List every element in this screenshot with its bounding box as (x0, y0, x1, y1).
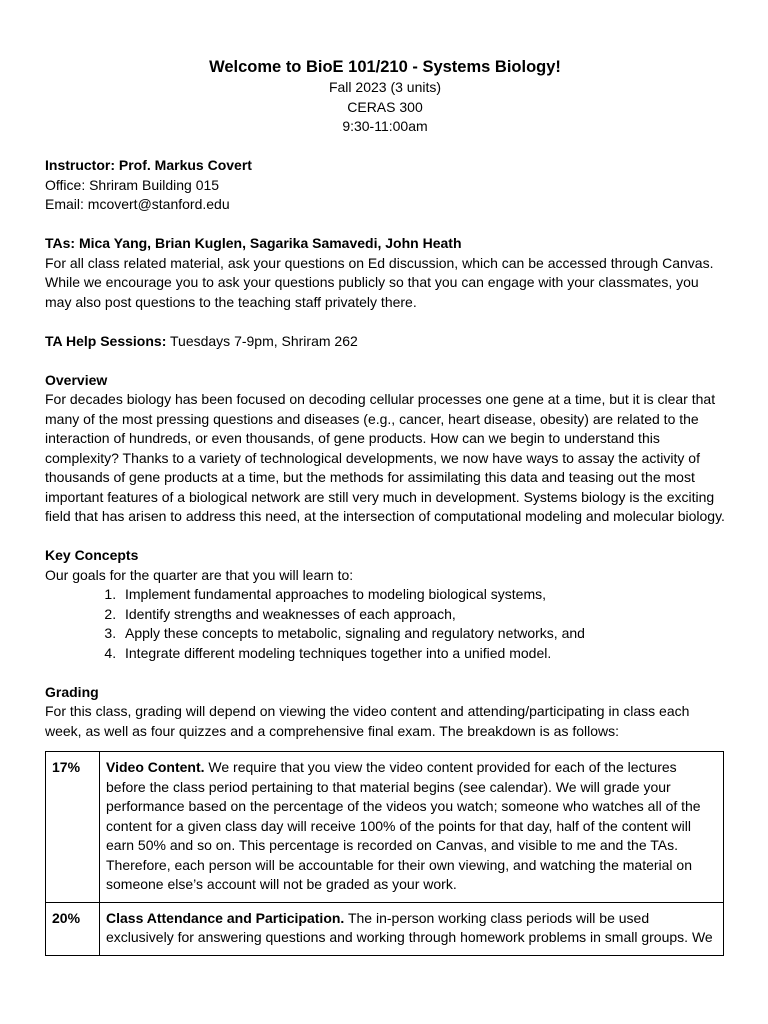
instructor-block (45, 156, 725, 215)
overview-section (45, 371, 725, 527)
help-sessions-label: TA Help Sessions: (45, 332, 167, 349)
syllabus-page (45, 56, 725, 956)
tas-label: TAs: Mica Yang, Brian Kuglen, Sagarika Samavedi, John Heath (45, 235, 462, 251)
list-item: 1. Implement fundamental approaches to modeling biological systems, (120, 585, 725, 605)
list-item: 4. Integrate different modeling techniques together into a unified model. (120, 644, 725, 664)
term-line: Fall 2023 (3 units) (328, 79, 442, 95)
overview-text: For decades biology has been focused on decoding cellular processes one gene at a time, but it is clear that many of the most pressing questions and diseases (e.g., cancer, heart disease, obesity) are related to the interaction of hundreds, or even thousands, of gene products. How can we begin to understand this complexity? Thanks to a variety of technological developments, we now have ways to assay the activity of thousands of gene products at a time, but the methods for assimilating this data and teasing out the most important features of a biological network are still very much in development. Systems biology is the exciting field that has arisen to address this need, at the intersection of computational modeling and molecular biology. (45, 391, 725, 524)
grading-percent: 17% (46, 752, 100, 903)
help-sessions-text: Tuesdays 7-9pm, Shriram 262 (166, 332, 358, 349)
key-concepts-list (45, 585, 725, 663)
grading-item-text: We require that you view the video content provided for each of the lectures before the class period pertaining to that material begins (see calendar). We will grade your performance based on the percentage of the videos you watch; someone who watches all of the content for a given class day will receive 100% of the points for that day, half of the content will earn 50% and so on. This percentage is recorded on Canvas, and visible to me and the TAs. Therefore, each person will be accountable for their own viewing, and watching the material on someone else’s account will not be graded as your work. (106, 759, 701, 892)
page-title: Welcome to BioE 101/210 - Systems Biology! (209, 58, 561, 76)
list-item: 2. Identify strengths and weaknesses of each approach, (120, 605, 725, 625)
grading-heading: Grading (45, 683, 99, 700)
grading-description (100, 752, 724, 903)
grading-section (45, 683, 725, 956)
grading-item-title: Class Attendance and Participation. (106, 909, 345, 926)
instructor-label: Instructor: Prof. Markus Covert (45, 157, 252, 173)
table-row (46, 752, 724, 903)
grading-item-title: Video Content. (106, 759, 205, 775)
header-block (45, 56, 725, 137)
list-item: 3. Apply these concepts to metabolic, signaling and regulatory networks, and (120, 624, 725, 644)
office-line: Office: Shriram Building 015 (45, 176, 220, 193)
help-sessions-line (45, 332, 725, 352)
grading-description (100, 902, 724, 955)
grading-item-text: The in-person working class periods will be used exclusively for answering questions and working through homework problems in small groups. We (106, 909, 713, 945)
table-row (46, 902, 724, 955)
key-concepts-intro: Our goals for the quarter are that you will learn to: (45, 566, 354, 583)
key-concepts-section (45, 546, 725, 663)
key-concepts-heading: Key Concepts (45, 547, 139, 563)
tas-block (45, 234, 725, 312)
room-line: CERAS 300 (347, 98, 423, 115)
email-line: Email: mcovert@stanford.edu (45, 196, 230, 212)
overview-heading: Overview (45, 371, 108, 388)
time-line: 9:30-11:00am (342, 118, 428, 134)
grading-table (45, 751, 724, 956)
grading-intro: For this class, grading will depend on viewing the video content and attending/participating in class each week, as well as four quizzes and a comprehensive final exam. The breakdown is as follows: (45, 703, 690, 739)
grading-percent: 20% (46, 902, 100, 955)
tas-text: For all class related material, ask your questions on Ed discussion, which can be accessed through Canvas. While we encourage you to ask your questions publicly so that you can engage with your classmates, you may also post questions to the teaching staff privately there. (45, 254, 714, 310)
